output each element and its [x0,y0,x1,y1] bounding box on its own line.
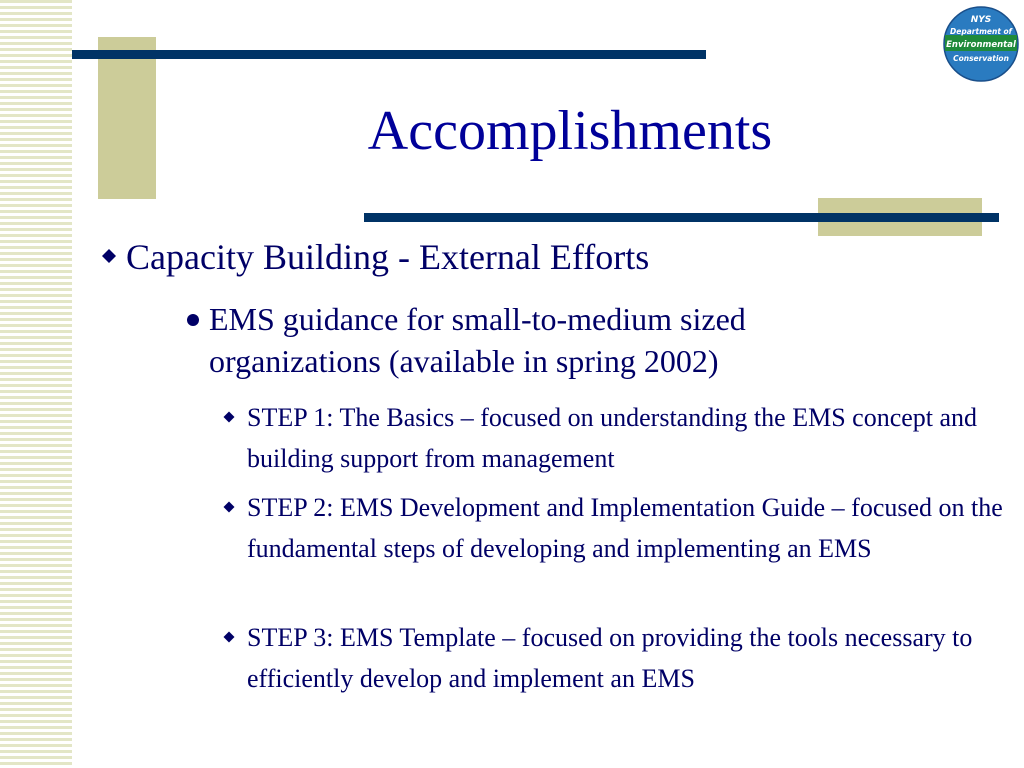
bullet-capacity-building: Capacity Building - External Efforts [126,237,650,277]
bottom-rule-bar [364,213,999,222]
svg-text:Environmental: Environmental [946,40,1016,50]
bullet-step-2: STEP 2: EMS Development and Implementation Guide – focused on the fundamental steps of developing and implementing an EMS [247,493,1003,563]
bullet-ems-guidance: EMS guidance for small-to-medium sized organizations (available in spring 2002) [209,301,746,379]
svg-text:Conservation: Conservation [953,54,1009,63]
left-stripe-decoration [0,0,72,768]
bullet-step-3: STEP 3: EMS Template – focused on providing the tools necessary to efficiently develop and implement an EMS [247,623,973,693]
tan-accent-block-left [98,37,156,199]
dot-bullet-icon [185,312,201,328]
svg-text:Department of: Department of [950,27,1012,36]
slide-title: Accomplishments [367,100,773,162]
diamond-bullet-icon [223,501,235,513]
diamond-bullet-icon [223,411,235,423]
diamond-bullet-icon [223,631,235,643]
nys-dec-logo [943,5,1019,83]
svg-text:NYS: NYS [970,15,992,25]
diamond-bullet-icon [101,248,117,264]
top-rule-bar [72,50,706,59]
bullet-step-1: STEP 1: The Basics – focused on understanding the EMS concept and building support from management [247,403,978,473]
